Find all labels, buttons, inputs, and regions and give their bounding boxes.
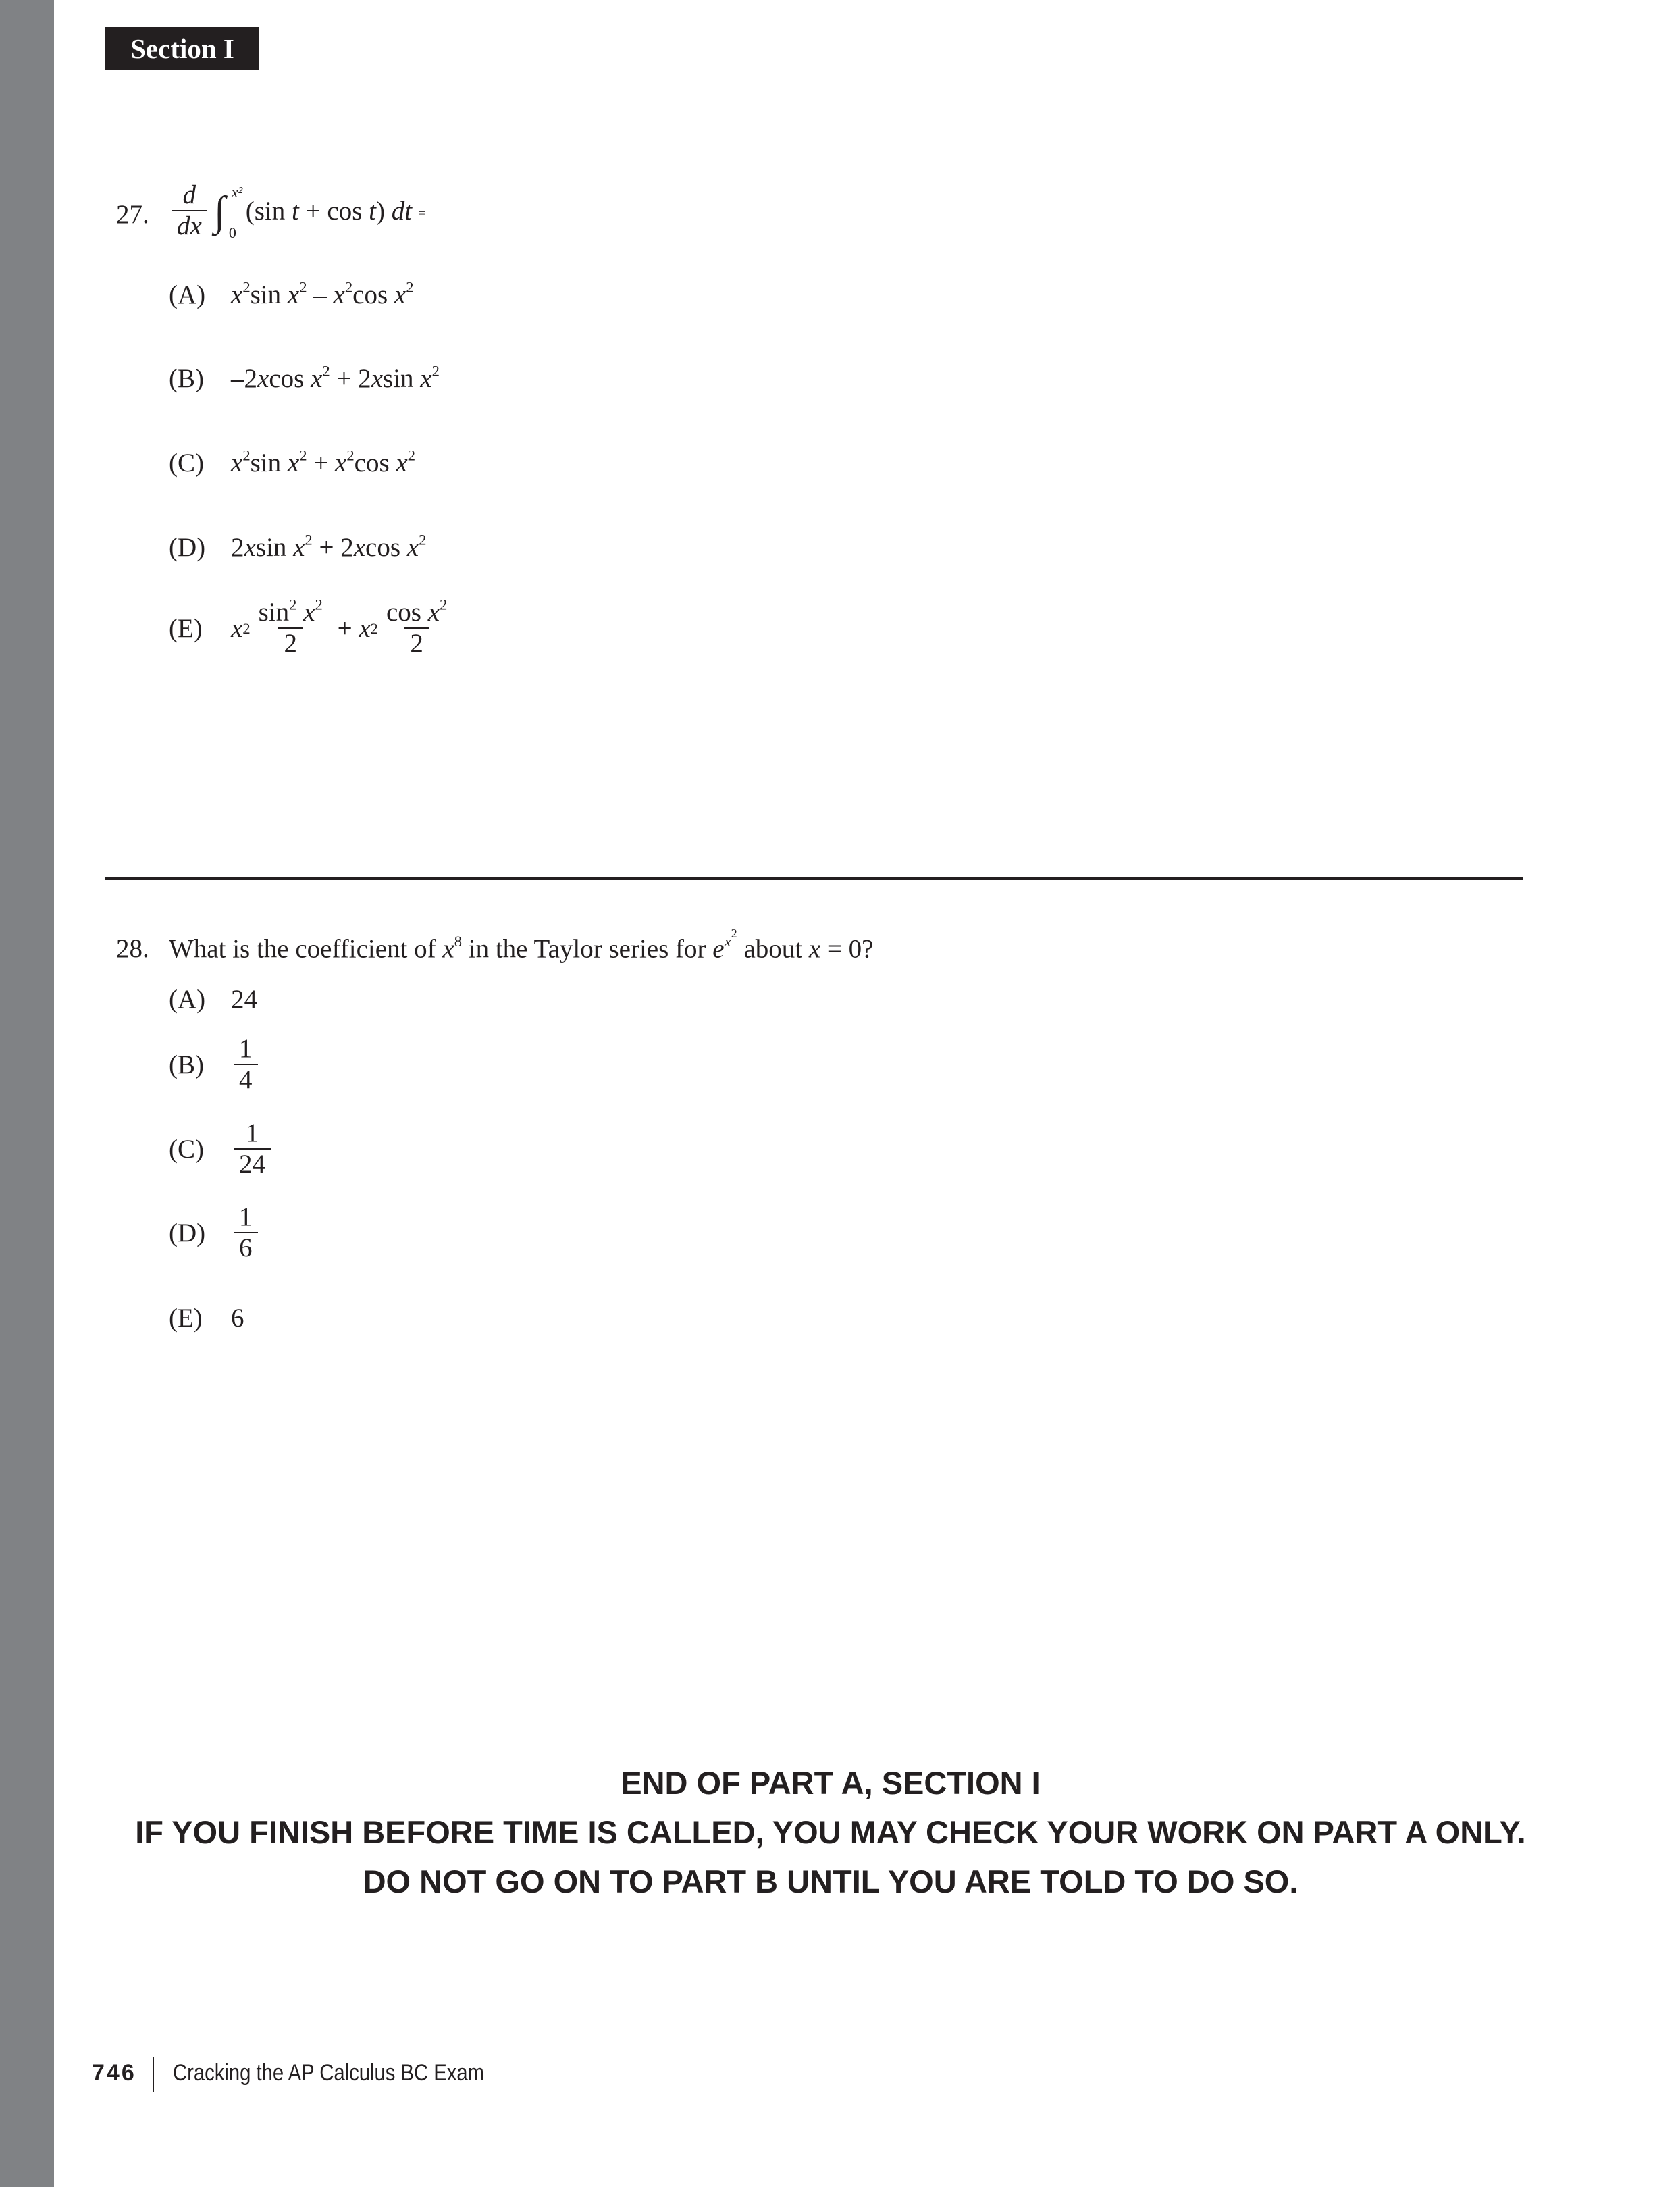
choice-label: (B): [169, 364, 204, 393]
lower-limit: 0: [228, 224, 236, 241]
question-27-number: 27.: [116, 200, 149, 229]
q27-choice-d: [169, 532, 426, 563]
numerator: 1: [239, 1034, 253, 1063]
choice-expression: x 2 $\frac{\sin^2 x^2}{2}$ + x 2 $\frac{\cos x^2}{2}$: [231, 596, 448, 658]
choice-label: (A): [169, 985, 206, 1014]
q27-choice-a: [169, 280, 414, 310]
choice-label: (C): [169, 448, 204, 478]
end-notice-line-1: END OF PART A, SECTION I: [621, 1765, 1041, 1801]
choice-label: (C): [169, 1135, 204, 1164]
end-notice-line-2: IF YOU FINISH BEFORE TIME IS CALLED, YOU MAY CHECK YOUR WORK ON PART A ONLY.: [135, 1814, 1526, 1850]
q28-choice-e: [169, 1303, 244, 1333]
footer-divider: [153, 2057, 154, 2092]
choice-value: 6: [231, 1304, 244, 1333]
side-bar: [0, 0, 54, 2187]
q28-choice-d: [169, 1203, 261, 1264]
end-notice-line-3: DO NOT GO ON TO PART B UNTIL YOU ARE TOLD TO DO SO.: [363, 1863, 1298, 1899]
choice-label: (E): [169, 1304, 203, 1333]
dx-denominator: dx: [177, 211, 202, 240]
section-tab: [105, 27, 259, 70]
fraction: [234, 1119, 271, 1180]
question-28-number: 28.: [116, 934, 149, 963]
upper-limit: x²: [231, 183, 243, 201]
choice-value: 24: [231, 985, 257, 1014]
choice-expression: 2xsin $x^2 + 2xcos$ $x^2$: [231, 531, 427, 562]
fraction: [234, 1203, 258, 1264]
denominator: 24: [234, 1148, 271, 1180]
d-numerator: d: [182, 180, 196, 209]
choice-label: (D): [169, 533, 206, 562]
fraction: [234, 1035, 258, 1096]
q27-choice-b: [169, 363, 440, 394]
numerator: 1: [239, 1202, 253, 1231]
choice-label: (A): [169, 280, 206, 309]
page-number: 746: [92, 2060, 136, 2086]
denominator: 4: [234, 1064, 258, 1096]
question-28-stem: What is the coefficient of $x^8$ in the Taylor series for $e^{x^2}$ about x = 0?: [169, 927, 874, 964]
choice-expression: $x^2\sin$ $x^2 - x^2\cos$ $x^2$: [231, 278, 414, 309]
derivative-operator: [172, 181, 207, 242]
denominator: 6: [234, 1232, 258, 1264]
question-27-stem: [169, 181, 425, 242]
choice-label: (B): [169, 1050, 204, 1080]
numerator: 1: [245, 1118, 259, 1148]
q27-choice-c: [169, 448, 415, 478]
book-title: Cracking the AP Calculus BC Exam: [173, 2060, 485, 2086]
choice-label: (E): [169, 614, 203, 644]
q28-choice-a: [169, 984, 257, 1014]
question-divider: [105, 877, 1523, 880]
q28-choice-b: [169, 1035, 261, 1096]
q27-choice-e: [169, 598, 455, 659]
choice-label: (D): [169, 1218, 206, 1248]
choice-expression: $x^2\sin$ $x^2 + x^2\cos$ $x^2$: [231, 446, 416, 478]
q28-choice-c: [169, 1119, 273, 1180]
section-label: Section I: [130, 33, 234, 64]
choice-expression: –2xcos $x^2 + 2xsin$ $x^2$: [231, 362, 440, 393]
integral-sign: [213, 183, 243, 241]
integral-symbol: ∫: [213, 188, 226, 234]
integrand: (sin t + cos t) dt =: [245, 197, 425, 226]
